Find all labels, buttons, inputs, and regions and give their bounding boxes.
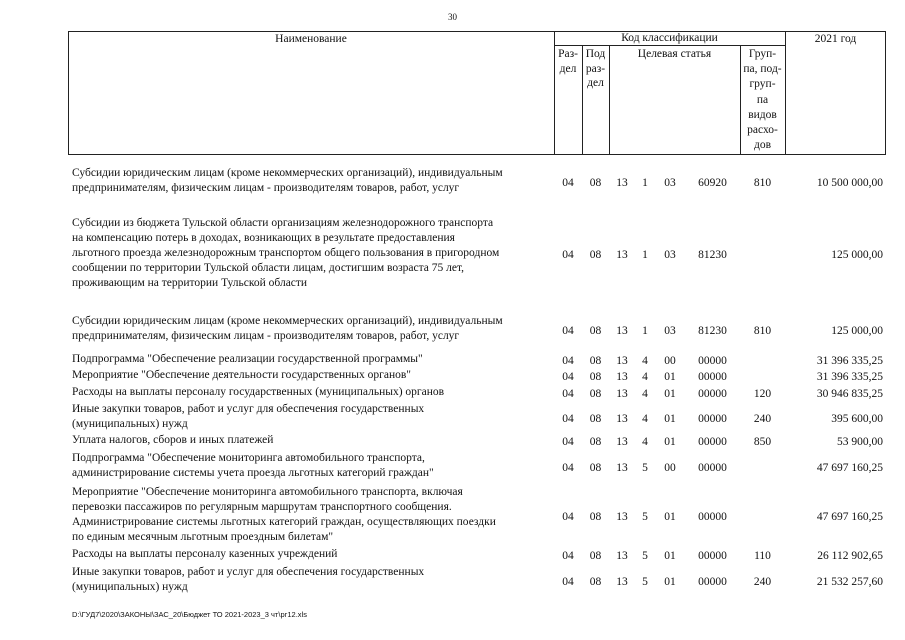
row-amount: 21 532 257,60 — [816, 576, 883, 588]
row-code-cs1: 13 — [616, 177, 628, 189]
row-code-cs4: 00000 — [698, 413, 727, 425]
row-code-pr: 08 — [589, 413, 602, 425]
row-code-cs3: 03 — [664, 177, 676, 189]
row-code-cs4: 81230 — [698, 249, 727, 261]
page-number: 30 — [448, 12, 457, 22]
row-code-cs1: 13 — [616, 249, 628, 261]
header-divider — [609, 45, 610, 155]
row-name: Уплата налогов, сборов и иных платежей — [72, 434, 274, 446]
row-code-r: 04 — [562, 436, 574, 448]
row-code-vr: 810 — [753, 325, 772, 337]
row-name: Иные закупки товаров, работ и услуг для обеспечения государственных (муниципальных) нужд — [72, 566, 425, 593]
row-code-cs3: 01 — [664, 576, 676, 588]
row-code-cs3: 00 — [664, 355, 676, 367]
row-code-cs4: 00000 — [698, 576, 727, 588]
row-code-cs1: 13 — [616, 355, 628, 367]
row-code-r: 04 — [562, 413, 574, 425]
row-code-cs2: 4 — [642, 355, 648, 367]
row-name: Субсидии юридическим лицам (кроме некоммерческих организаций), индивидуальным предпринимателям, физическим лицам - производителям товаров, работ, услуг — [72, 167, 503, 194]
row-code-r: 04 — [562, 325, 574, 337]
row-code-pr: 08 — [589, 462, 602, 474]
row-name: Иные закупки товаров, работ и услуг для обеспечения государственных (муниципальных) нужд — [72, 403, 425, 430]
row-code-cs4: 00000 — [698, 511, 727, 523]
row-code-cs4: 00000 — [698, 462, 727, 474]
row-code-r: 04 — [562, 550, 574, 562]
row-amount: 47 697 160,25 — [816, 511, 883, 523]
row-code-cs4: 00000 — [698, 436, 727, 448]
row-amount: 31 396 335,25 — [816, 355, 883, 367]
row-code-cs1: 13 — [616, 511, 628, 523]
row-amount: 125 000,00 — [831, 249, 883, 261]
header-razdel: Раз- дел — [558, 48, 578, 75]
row-code-cs2: 5 — [642, 462, 648, 474]
row-code-pr: 08 — [589, 576, 602, 588]
row-name: Субсидии из бюджета Тульской области организациям железнодорожного транспорта на компенсацию потерь в доходах, возникающих в результате предоставления льготного проезда железнодорожным транспортом общего пользования в пригородном сообщении по территории Тульской области лицам, достигшим возраста 75 лет, проживающим на территории Тульской области — [72, 217, 500, 289]
row-code-cs2: 1 — [642, 177, 648, 189]
row-name: Расходы на выплаты персоналу казенных учреждений — [72, 548, 338, 560]
row-name: Мероприятие "Обеспечение деятельности государственных органов" — [72, 369, 411, 381]
row-code-cs4: 00000 — [698, 355, 727, 367]
row-code-r: 04 — [562, 177, 574, 189]
row-code-pr: 08 — [589, 511, 602, 523]
row-code-pr: 08 — [589, 388, 602, 400]
row-code-cs4: 00000 — [698, 550, 727, 562]
header-group: Груп- па, под- груп- па видов расхо- дов — [743, 48, 782, 152]
row-amount: 53 900,00 — [837, 436, 883, 448]
row-code-cs3: 01 — [664, 371, 676, 383]
header-target-article: Целевая статья — [637, 48, 712, 60]
row-amount: 395 600,00 — [831, 413, 883, 425]
row-code-r: 04 — [562, 576, 574, 588]
row-code-cs2: 1 — [642, 325, 648, 337]
row-code-cs2: 4 — [642, 436, 648, 448]
row-name: Мероприятие "Обеспечение мониторинга автомобильного транспорта, включая перевозки пассажиров по регулярным маршрутам транспортного сообщения. Администрирование системы льготных категорий граждан, осуществляющих поездки по единым месячным льготным проездным билетам" — [72, 486, 496, 543]
row-code-cs3: 01 — [664, 388, 676, 400]
row-code-vr: 110 — [754, 550, 771, 562]
row-name: Расходы на выплаты персоналу государственных (муниципальных) органов — [72, 386, 445, 398]
row-code-cs2: 4 — [642, 371, 648, 383]
row-code-pr: 08 — [589, 371, 602, 383]
row-code-vr: 810 — [753, 177, 772, 189]
row-code-cs1: 13 — [616, 388, 628, 400]
row-code-pr: 08 — [589, 355, 602, 367]
row-code-r: 04 — [562, 511, 574, 523]
row-code-pr: 08 — [589, 550, 602, 562]
row-code-vr: 850 — [753, 436, 772, 448]
row-code-r: 04 — [562, 371, 574, 383]
row-code-r: 04 — [562, 462, 574, 474]
row-code-cs1: 13 — [616, 550, 628, 562]
row-amount: 30 946 835,25 — [816, 388, 883, 400]
row-code-vr: 240 — [753, 413, 772, 425]
row-code-cs3: 03 — [664, 249, 676, 261]
row-code-r: 04 — [562, 388, 574, 400]
header-divider — [785, 31, 786, 155]
row-amount: 26 112 902,65 — [817, 550, 883, 562]
row-code-cs2: 4 — [642, 413, 648, 425]
row-amount: 125 000,00 — [831, 325, 883, 337]
row-code-cs3: 01 — [664, 413, 676, 425]
row-code-pr: 08 — [589, 177, 602, 189]
row-code-vr: 240 — [753, 576, 772, 588]
row-code-cs3: 01 — [664, 511, 676, 523]
row-code-cs4: 00000 — [698, 388, 727, 400]
header-name: Наименование — [275, 33, 347, 45]
row-code-cs4: 60920 — [698, 177, 727, 189]
row-code-pr: 08 — [589, 325, 602, 337]
row-code-cs2: 5 — [642, 550, 648, 562]
row-code-cs3: 01 — [664, 550, 676, 562]
row-code-cs3: 00 — [664, 462, 676, 474]
row-amount: 31 396 335,25 — [816, 371, 883, 383]
row-code-cs2: 1 — [642, 249, 648, 261]
header-code: Код классификации — [621, 32, 718, 44]
row-code-cs1: 13 — [616, 436, 628, 448]
row-name: Подпрограмма "Обеспечение мониторинга автомобильного транспорта, администрирование системы учета проезда льготных категорий граждан" — [72, 452, 434, 479]
row-code-cs1: 13 — [616, 371, 628, 383]
row-name: Субсидии юридическим лицам (кроме некоммерческих организаций), индивидуальным предпринимателям, физическим лицам - производителям товаров, работ, услуг — [72, 315, 503, 342]
row-code-cs3: 01 — [664, 436, 676, 448]
row-name: Подпрограмма "Обеспечение реализации государственной программы" — [72, 353, 423, 365]
row-code-cs1: 13 — [616, 413, 628, 425]
row-code-cs1: 13 — [616, 576, 628, 588]
header-podrazdel: Под раз- дел — [585, 48, 606, 89]
row-amount: 10 500 000,00 — [816, 177, 883, 189]
row-code-cs2: 5 — [642, 511, 648, 523]
row-code-cs1: 13 — [616, 462, 628, 474]
row-code-cs1: 13 — [616, 325, 628, 337]
file-path-footer: D:\ГУД7\2020\ЗАКОНЫ\ЗАС_20\Бюджет ТО 2021-2023_3 чт\рг12.xls — [72, 610, 307, 619]
row-code-cs4: 81230 — [698, 325, 727, 337]
row-code-r: 04 — [562, 249, 574, 261]
row-code-vr: 120 — [753, 388, 772, 400]
row-code-pr: 08 — [589, 436, 602, 448]
header-year: 2021 год — [814, 33, 857, 45]
row-code-cs2: 5 — [642, 576, 648, 588]
row-code-cs4: 00000 — [698, 371, 727, 383]
row-code-cs3: 03 — [664, 325, 676, 337]
row-code-pr: 08 — [589, 249, 602, 261]
row-code-r: 04 — [562, 355, 574, 367]
row-amount: 47 697 160,25 — [816, 462, 883, 474]
row-code-cs2: 4 — [642, 388, 648, 400]
